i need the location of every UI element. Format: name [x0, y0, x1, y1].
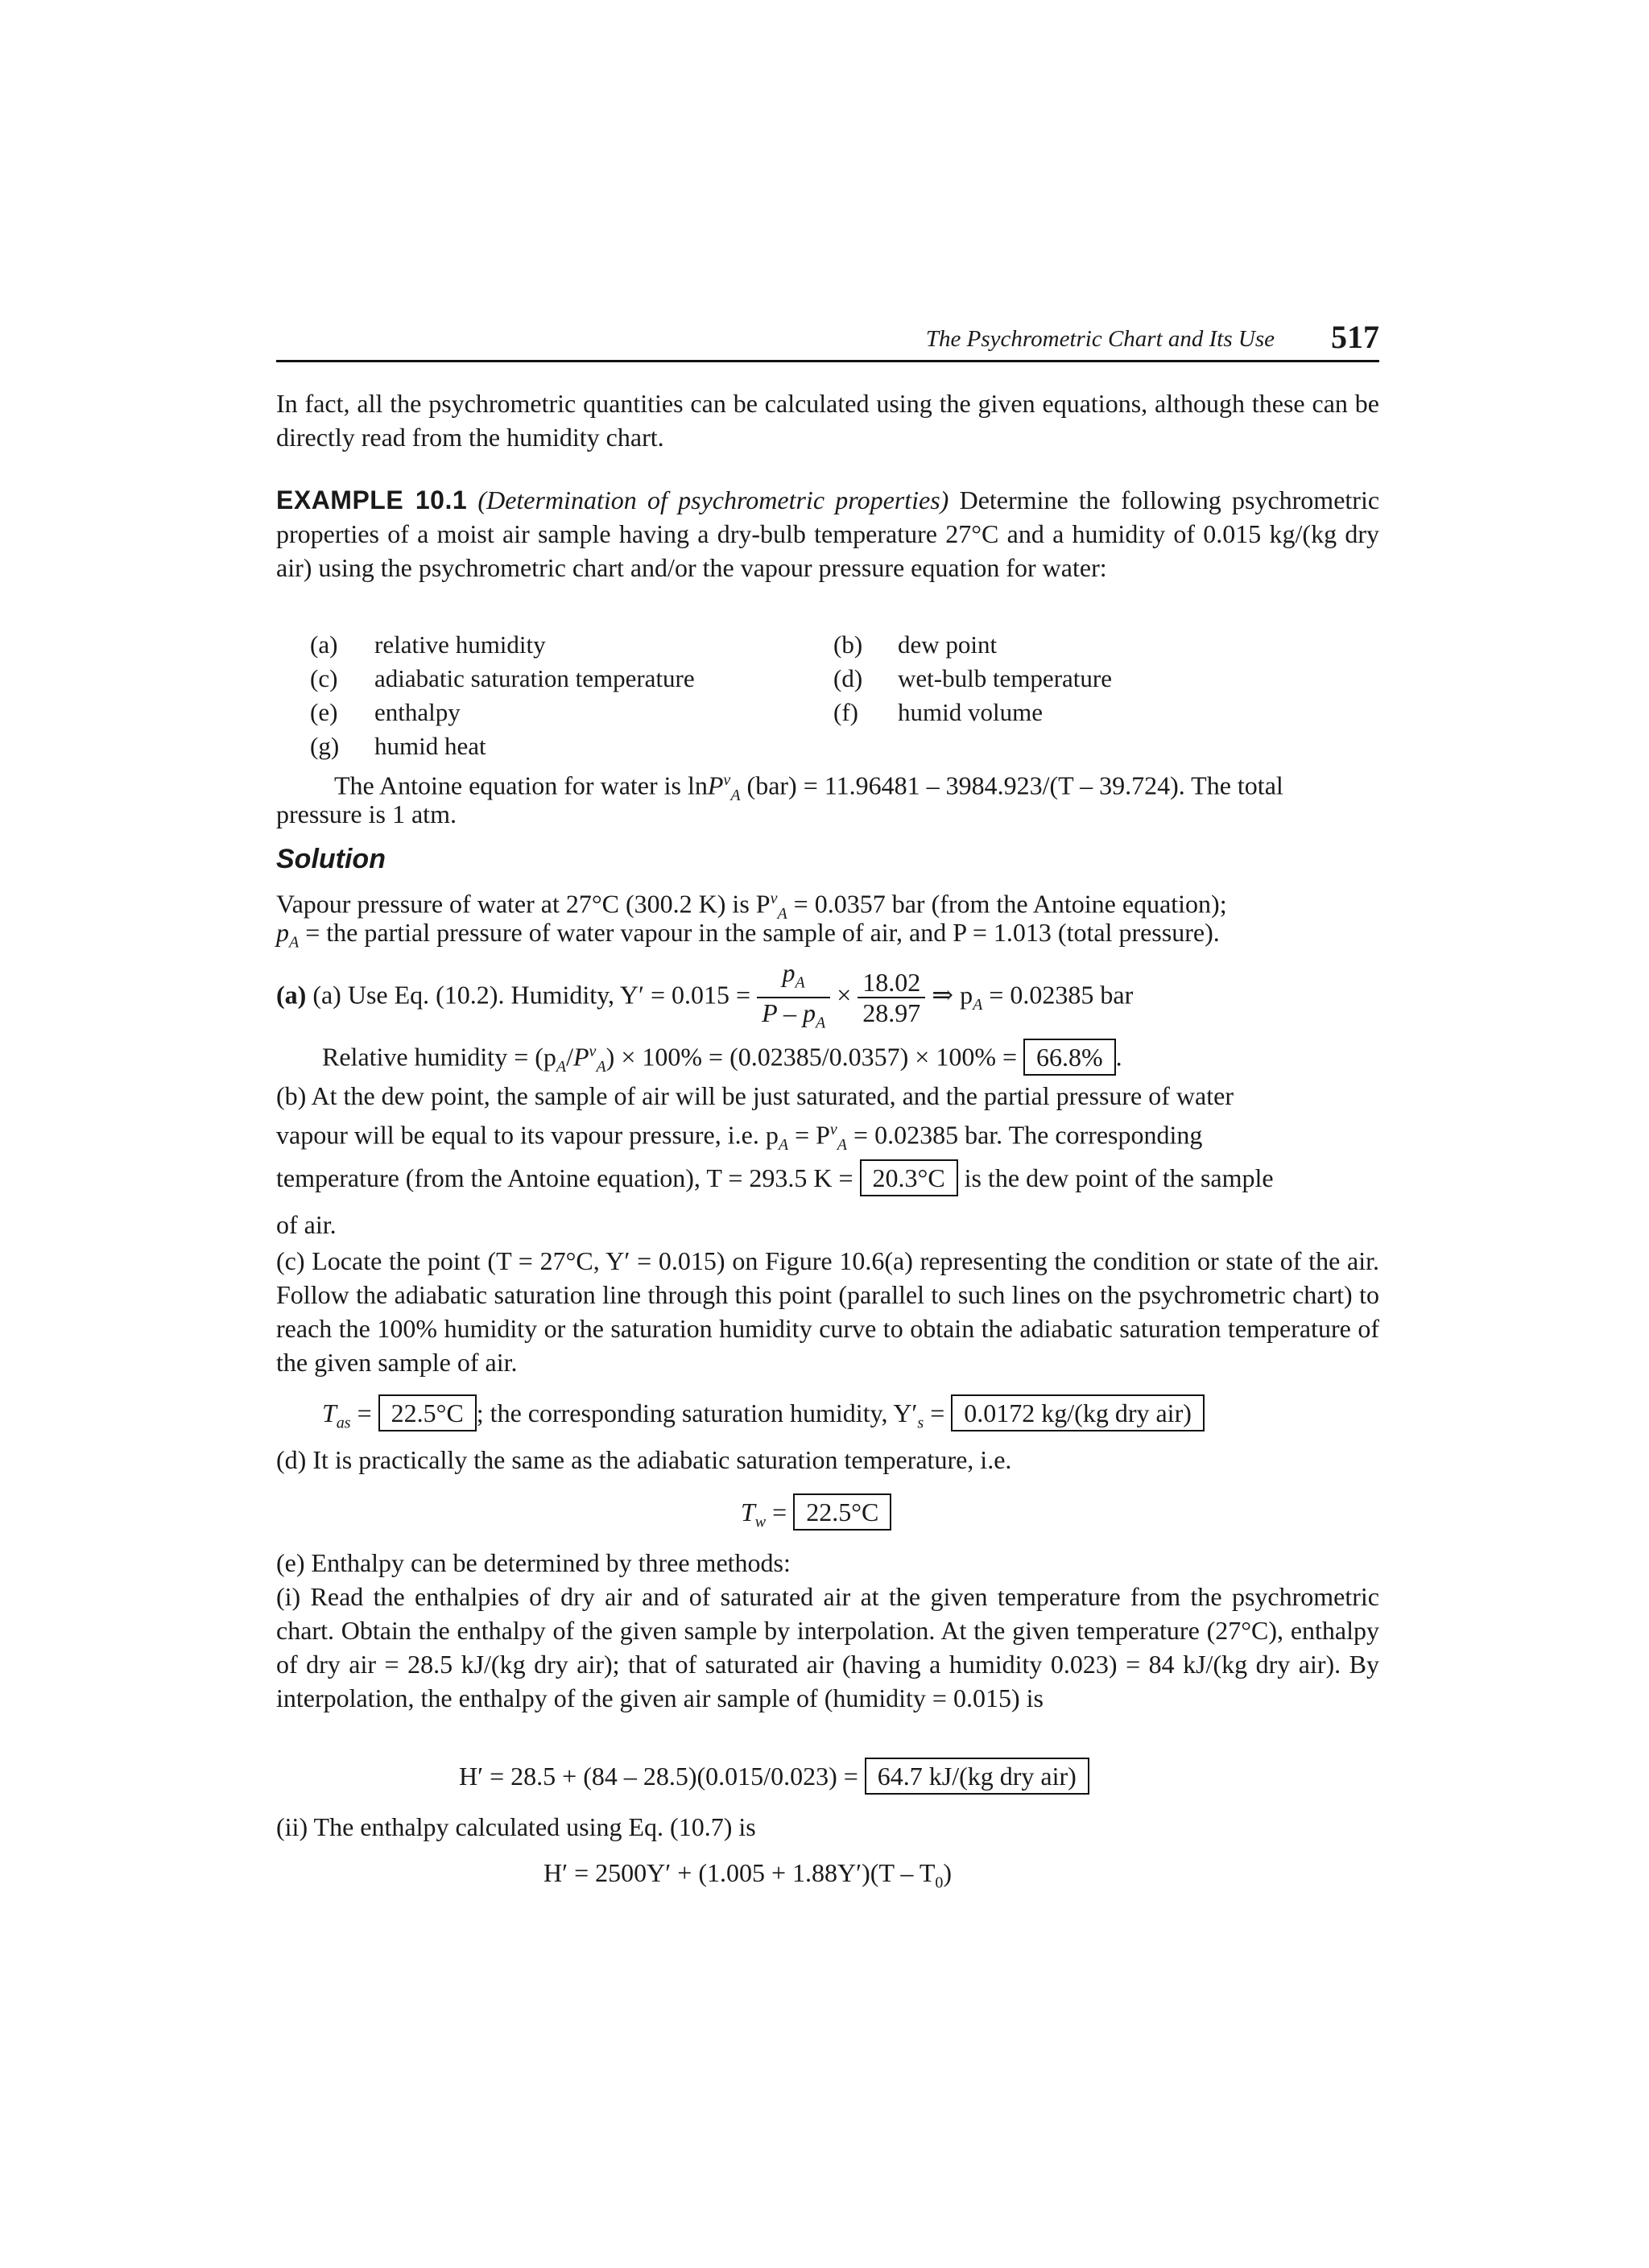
dew-point-line-3: temperature (from the Antoine equation), T = 293.5 K = 20.3°C is the dew point of the sample: [276, 1159, 1274, 1196]
list-item: (c) adiabatic saturation temperature (d) wet-bulb temperature: [310, 664, 1112, 692]
answer-box: 22.5°C: [793, 1493, 891, 1531]
list-item: (a) relative humidity (b) dew point: [310, 630, 998, 659]
partial-pressure-line: $p_A$ = the partial pressure of water vapour in the sample of air, and P = 1.013 (total pressure).: [276, 918, 1220, 952]
fraction: $\frac{p_A}{P - p_A}$: [757, 958, 830, 1038]
wet-bulb-line: (d) It is practically the same as the adiabatic saturation temperature, i.e.: [276, 1445, 1012, 1474]
answer-box: 66.8%: [1023, 1039, 1116, 1076]
answer-box: 0.0172 kg/(kg dry air): [951, 1394, 1205, 1431]
enthalpy-method-1: (i) Read the enthalpies of dry air and of saturated air at the given temperature from the psychrometric chart. Obtain the enthalpy of the given sample by interpolation. At the given temperature (27°C), enthalpy of dry air = 28.5 kJ/(kg dry air); that of saturated air (having a humidity 0.023) = 84 kJ/(kg dry air). By interpolation, the enthalpy of the given air sample of (humidity = 0.015) is: [276, 1582, 1379, 1712]
example-statement: [276, 483, 1379, 585]
example-label: EXAMPLE 10.1: [276, 485, 468, 514]
adiabatic-paragraph: (c) Locate the point (T = 27°C, Y′ = 0.015) on Figure 10.6(a) representing the condition or state of the air. Follow the adiabatic saturation line through this point (parallel to such lines on the psychrometric chart) to reach the 100% humidity or the saturation humidity curve to obtain the adiabatic saturation temperature of the given sample of air.: [276, 1246, 1379, 1377]
fraction: $\frac{18.02}{28.97}$: [858, 968, 925, 1027]
enthalpy-method-2: (ii) The enthalpy calculated using Eq. (10.7) is: [276, 1812, 756, 1841]
dew-point-line-2: vapour will be equal to its vapour pressure, i.e. $p_A = P^v_A = 0.02385$ bar. The corresponding: [276, 1120, 1203, 1155]
answer-box: 22.5°C: [378, 1394, 477, 1431]
relative-humidity-line: Relative humidity = $(p_A/P^v_A) \times 100\% = (0.02385/0.0357) \times 100\% = 66.8\%$ .: [322, 1035, 1122, 1084]
antoine-line-2: pressure is 1 atm.: [276, 799, 457, 828]
intro-paragraph: In fact, all the psychrometric quantities can be calculated using the given equations, although these can be directly read from the humidity chart.: [276, 389, 1379, 452]
answer-box: 20.3°C: [860, 1159, 958, 1196]
example-text: Determine the following psychrometric properties of a moist air sample having a dry-bulb temperature 27°C and a humidity of 0.015 kg/(kg dry air) using the psychrometric chart and/or the vapour pressure equation for water:: [276, 485, 1380, 582]
wet-bulb-result: $T_w = 22.5^\circ C$: [741, 1493, 891, 1539]
enthalpy-result-line: H′ = 28.5 + (84 – 28.5)(0.015/0.023) = 64.7 kJ/(kg dry air): [459, 1758, 1089, 1795]
vapour-pressure-line: Vapour pressure of water at 27°C (300.2 K) is $P^v_A = 0.0357$ bar (from the Antoine equation);: [276, 889, 1227, 923]
page-number: 517: [1331, 319, 1379, 355]
enthalpy-equation: $H' = 2500Y' + (1.005 + 1.88Y')(T - T_0)$: [543, 1858, 953, 1892]
property-list: [310, 628, 1357, 763]
page-header: [276, 318, 1379, 362]
list-item: (g) humid heat: [310, 732, 486, 760]
antoine-line: The Antoine equation for water is lnP$^v_A$ (bar) = 11.96481 – 3984.923/(T – 39.724). The total: [334, 770, 1283, 805]
answer-box: 64.7 kJ/(kg dry air): [865, 1758, 1089, 1795]
list-item: (e) enthalpy (f) humid volume: [310, 698, 1043, 726]
humidity-equation: (a) (a) Use Eq. (10.2). Humidity, Y′ = 0.015 = $\frac{p_A}{P - p_A}$ × $\frac{18.02}{28.97}$ ⇒ $p_A = 0.02385$ bar: [276, 958, 1133, 1038]
adiabatic-result-line: $T_{as} = 22.5^\circ C$ ; the corresponding saturation humidity, $Y'_s = 0.0172$ kg/(kg dry air): [322, 1394, 1205, 1440]
running-title: The Psychrometric Chart and Its Use: [925, 326, 1275, 352]
dew-point-line-1: (b) At the dew point, the sample of air will be just saturated, and the partial pressure of water: [276, 1081, 1234, 1110]
solution-heading: Solution: [276, 844, 386, 874]
dew-point-line-4: of air.: [276, 1210, 337, 1239]
example-subtitle: (Determination of psychrometric properties): [477, 485, 949, 514]
enthalpy-heading: (e) Enthalpy can be determined by three methods:: [276, 1548, 791, 1577]
